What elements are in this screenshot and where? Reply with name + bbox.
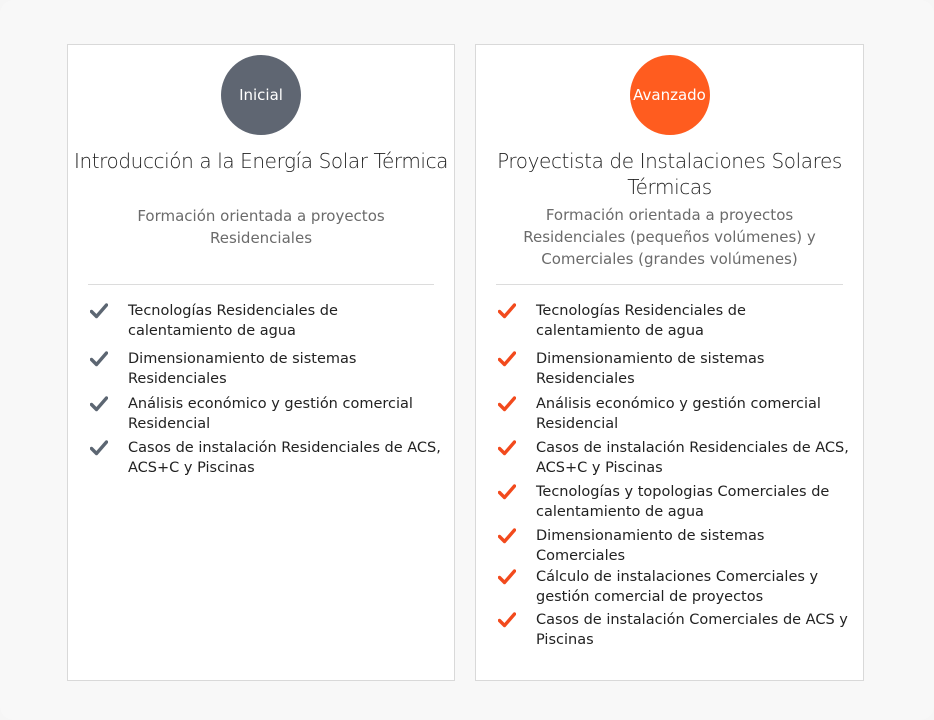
feature-item bbox=[90, 438, 442, 478]
check-icon bbox=[90, 349, 128, 368]
feature-list bbox=[498, 301, 851, 650]
check-icon bbox=[498, 394, 536, 413]
check-icon bbox=[498, 438, 536, 457]
level-badge-advanced: Avanzado bbox=[630, 55, 710, 135]
feature-text: Dimensionamiento de sistemas Residenciales bbox=[128, 351, 357, 387]
feature-text: Dimensionamiento de sistemas Residenciales bbox=[536, 351, 765, 387]
check-icon bbox=[498, 526, 536, 545]
feature-item bbox=[498, 438, 851, 478]
check-icon bbox=[90, 394, 128, 413]
check-icon bbox=[90, 301, 128, 320]
level-badge-initial: Inicial bbox=[221, 55, 301, 135]
feature-item bbox=[498, 301, 851, 341]
check-icon bbox=[498, 567, 536, 586]
feature-item bbox=[498, 526, 851, 566]
feature-text: Casos de instalación Comerciales de ACS y Piscinas bbox=[536, 612, 848, 648]
check-icon bbox=[498, 482, 536, 501]
feature-text: Análisis económico y gestión comercial Residencial bbox=[128, 396, 413, 432]
feature-item bbox=[498, 482, 851, 522]
feature-item bbox=[90, 301, 442, 341]
course-card-advanced bbox=[475, 44, 864, 681]
feature-item bbox=[498, 349, 851, 389]
course-subtitle: Formación orientada a proyectos Residenciales (pequeños volúmenes) y Comerciales (grandes volúmenes) bbox=[523, 206, 816, 268]
divider bbox=[496, 284, 843, 285]
course-subtitle: Formación orientada a proyectos Residenciales bbox=[137, 207, 385, 247]
feature-text: Casos de instalación Residenciales de ACS, ACS+C y Piscinas bbox=[536, 440, 849, 476]
feature-text: Análisis económico y gestión comercial Residencial bbox=[536, 396, 821, 432]
check-icon bbox=[498, 349, 536, 368]
check-icon bbox=[498, 301, 536, 320]
feature-text: Cálculo de instalaciones Comerciales y gestión comercial de proyectos bbox=[536, 569, 819, 605]
feature-list bbox=[90, 301, 442, 478]
feature-text: Tecnologías y topologias Comerciales de calentamiento de agua bbox=[536, 484, 830, 520]
feature-item bbox=[498, 567, 851, 607]
feature-text: Dimensionamiento de sistemas Comerciales bbox=[536, 528, 765, 564]
check-icon bbox=[90, 438, 128, 457]
divider bbox=[88, 284, 434, 285]
check-icon bbox=[498, 610, 536, 629]
feature-item bbox=[498, 610, 851, 650]
feature-item bbox=[90, 394, 442, 434]
feature-text: Tecnologías Residenciales de calentamiento de agua bbox=[536, 303, 746, 339]
feature-text: Tecnologías Residenciales de calentamiento de agua bbox=[128, 303, 338, 339]
course-title: Proyectista de Instalaciones Solares Térmicas bbox=[497, 149, 842, 199]
feature-item bbox=[90, 349, 442, 389]
feature-item bbox=[498, 394, 851, 434]
course-title: Introducción a la Energía Solar Térmica bbox=[73, 149, 449, 173]
course-card-initial bbox=[67, 44, 455, 681]
feature-text: Casos de instalación Residenciales de ACS, ACS+C y Piscinas bbox=[128, 440, 441, 476]
